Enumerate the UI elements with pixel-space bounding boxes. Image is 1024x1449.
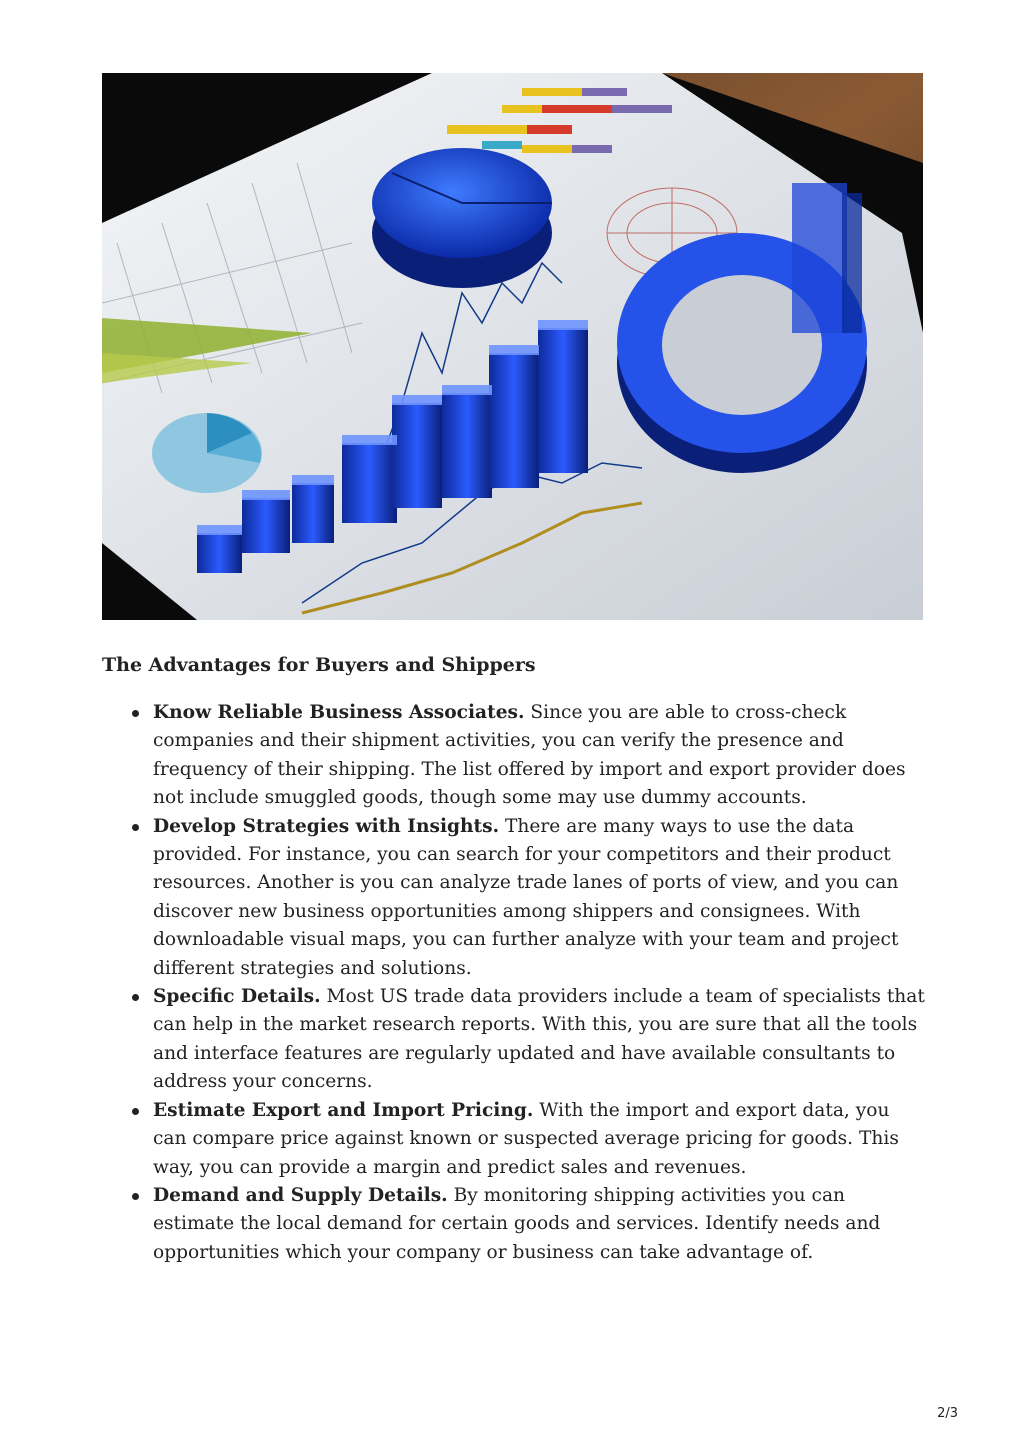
page-number: 2/3 (937, 1406, 958, 1421)
point-body: By monitoring shipping activities you can estimate the local demand for certain goods and services. Identify needs and opportunities which your company or business can take advantage of. (153, 1184, 881, 1263)
advantages-list (153, 699, 928, 1267)
point-body: Since you are able to cross-check companies and their shipment activities, you can verify the presence and frequency of their shipping. The list offered by import and export provider does not include smuggled goods, though some may use dummy accounts. (153, 702, 906, 809)
point-title: Specific Details. (153, 986, 321, 1008)
point-title: Estimate Export and Import Pricing. (153, 1099, 534, 1121)
list-item (153, 813, 928, 983)
point-title: Demand and Supply Details. (153, 1184, 448, 1206)
point-title: Develop Strategies with Insights. (153, 815, 500, 837)
list-item (153, 1182, 928, 1267)
list-item (153, 983, 928, 1097)
point-body: There are many ways to use the data provided. For instance, you can search for your competitors and their product resources. Another is you can analyze trade lanes of ports of view, and you can discover new business opportunities among shippers and consignees. With downloadable visual maps, you can further analyze with your team and project different strategies and solutions. (153, 815, 899, 979)
point-body: With the import and export data, you can compare price against known or suspected average pricing for goods. This way, you can provide a margin and predict sales and revenues. (153, 1099, 899, 1178)
list-item (153, 1097, 928, 1182)
hero-photo-financial-charts-tablet (102, 73, 923, 620)
point-body: Most US trade data providers include a team of specialists that can help in the market research reports. With this, you are sure that all the tools and interface features are regularly updated and have available consultants to address your concerns. (153, 986, 925, 1093)
section-heading: The Advantages for Buyers and Shippers (102, 654, 536, 676)
list-item (153, 699, 928, 813)
point-title: Know Reliable Business Associates. (153, 702, 525, 723)
